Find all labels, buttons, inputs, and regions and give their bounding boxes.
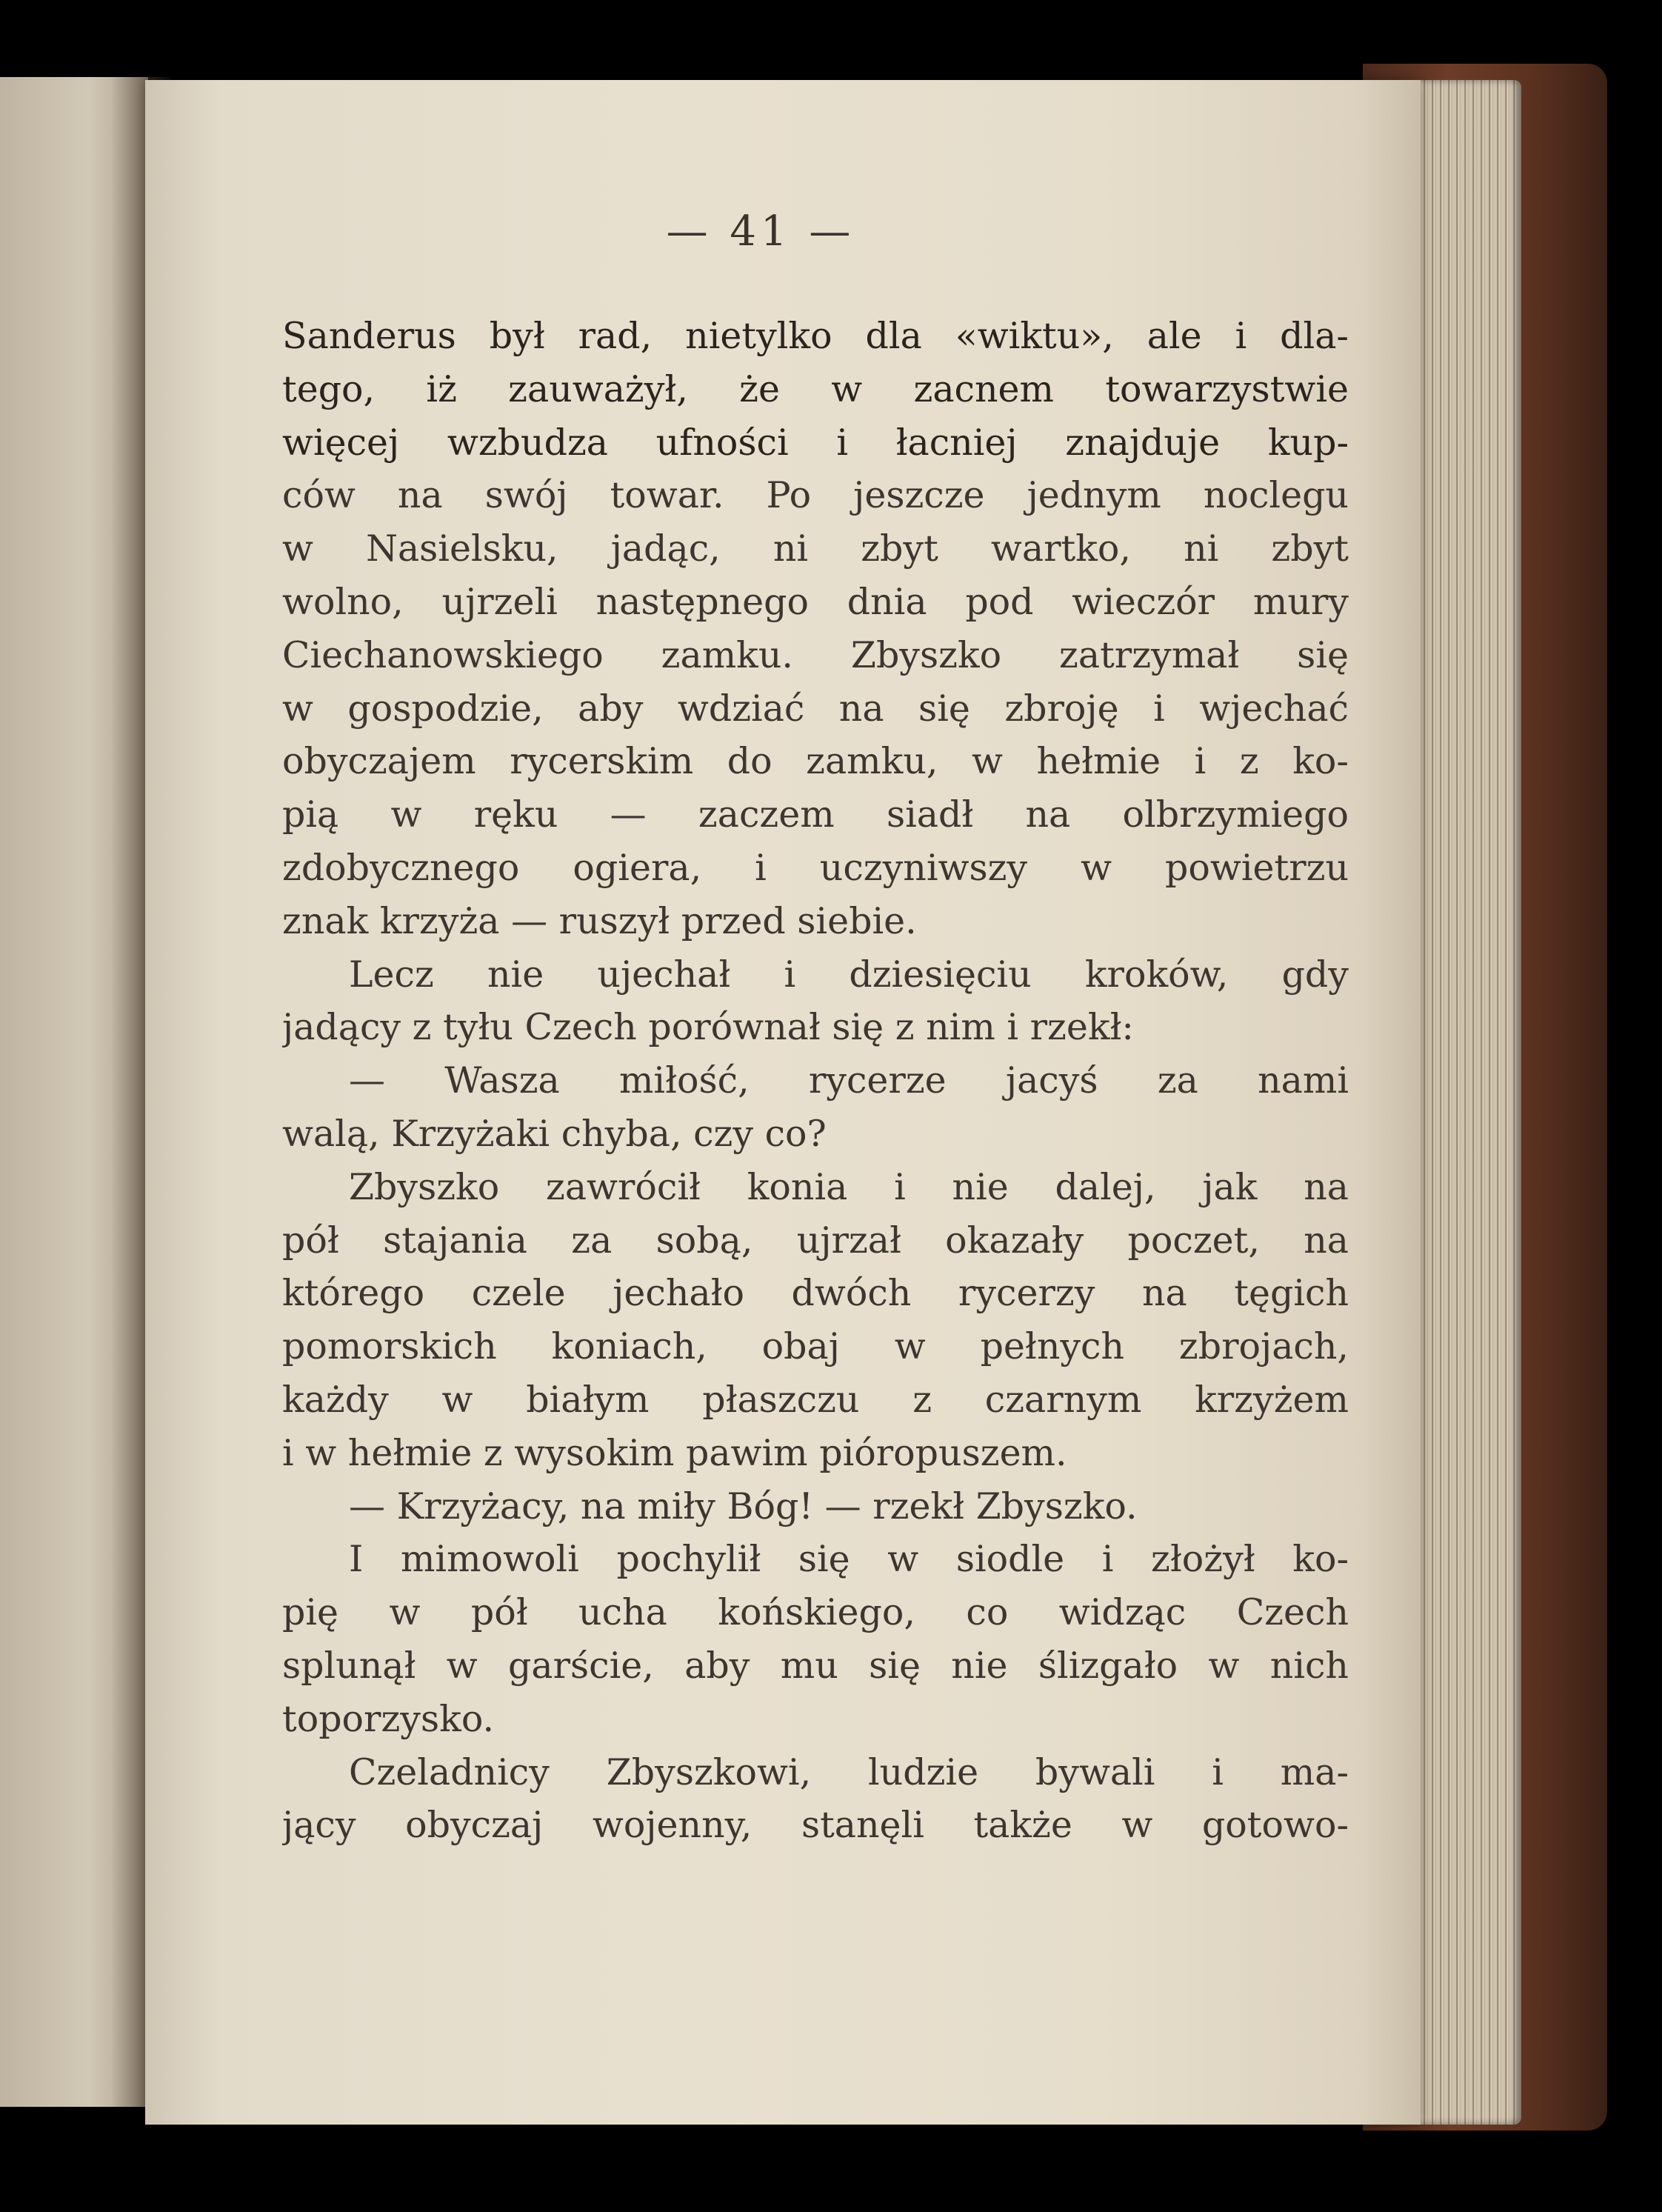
text-line: tego, iż zauważył, że w zacnem towarzystwie	[282, 367, 1349, 410]
text-line: pią w ręku — zaczem siadł na olbrzymiego	[282, 793, 1349, 836]
text-line: każdy w białym płaszczu z czarnym krzyżem	[282, 1378, 1349, 1421]
text-line: jący obyczaj wojenny, stanęli także w gotowo-	[282, 1804, 1349, 1847]
page-stack-edges	[1412, 80, 1521, 2125]
text-line: pomorskich koniach, obaj w pełnych zbrojach,	[282, 1325, 1349, 1368]
text-line: znak krzyża — ruszył przed siebie.	[282, 899, 917, 942]
text-line: ców na swój towar. Po jeszcze jednym noclegu	[282, 474, 1349, 517]
text-line: Sanderus był rad, nietylko dla «wiktu», ale i dla-	[282, 315, 1349, 357]
text-line: Czeladnicy Zbyszkowi, ludzie bywali i ma-	[349, 1750, 1349, 1793]
book-page	[145, 80, 1421, 2125]
text-line: Lecz nie ujechał i dziesięciu kroków, gdy	[349, 953, 1349, 996]
page-text	[282, 310, 1349, 1852]
text-line: pię w pół ucha końskiego, co widząc Czech	[282, 1591, 1349, 1634]
text-line: obyczajem rycerskim do zamku, w hełmie i z ko-	[282, 740, 1349, 783]
text-line: więcej wzbudza ufności i łacniej znajduje kup-	[282, 421, 1349, 464]
text-line: Zbyszko zawrócił konia i nie dalej, jak na	[349, 1165, 1349, 1208]
text-line: wolno, ujrzeli następnego dnia pod wieczór mury	[282, 580, 1349, 623]
text-line: Ciechanowskiego zamku. Zbyszko zatrzymał się	[282, 633, 1349, 676]
text-line: splunął w garście, aby mu się nie ślizgało w nich	[282, 1644, 1349, 1687]
text-line: — Krzyżacy, na miły Bóg! — rzekł Zbyszko.	[349, 1485, 1138, 1528]
text-line: jadący z tyłu Czech porównał się z nim i rzekł:	[282, 1006, 1134, 1049]
text-line: i w hełmie z wysokim pawim pióropuszem.	[282, 1431, 1067, 1474]
text-line: zdobycznego ogiera, i uczyniwszy w powietrzu	[282, 846, 1349, 889]
text-line: w Nasielsku, jadąc, ni zbyt wartko, ni zbyt	[282, 527, 1349, 570]
text-line: w gospodzie, aby wdziać na się zbroję i wjechać	[282, 687, 1349, 730]
text-line: I mimowoli pochylił się w siodle i złożył ko-	[349, 1538, 1349, 1581]
page-number: — 41 —	[666, 207, 855, 256]
text-line: pół stajania za sobą, ujrzał okazały poczet, na	[282, 1219, 1349, 1262]
text-line: walą, Krzyżaki chyba, czy co?	[282, 1112, 827, 1155]
text-line: którego czele jechało dwóch rycerzy na tęgich	[282, 1272, 1349, 1315]
text-line: — Wasza miłość, rycerze jacyś za nami	[349, 1059, 1349, 1102]
text-line: toporzysko.	[282, 1697, 495, 1740]
